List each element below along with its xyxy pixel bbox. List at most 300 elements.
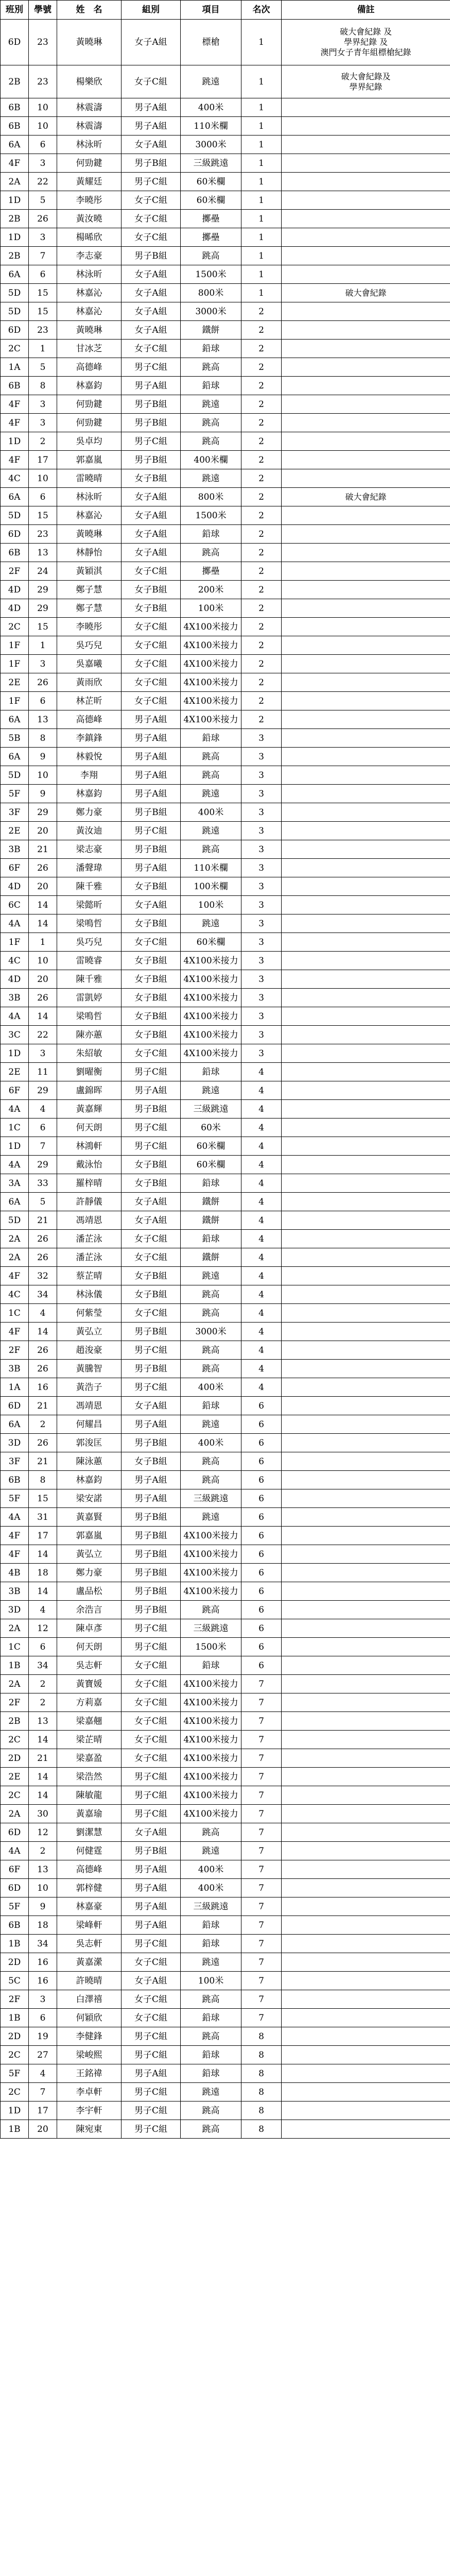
remarks-cell xyxy=(282,414,450,432)
event-cell: 4X100米接力 xyxy=(181,1007,241,1026)
name-cell: 吳巧兒 xyxy=(57,636,122,655)
event-cell: 400米 xyxy=(181,1378,241,1397)
table-row xyxy=(1,1026,450,1044)
class-cell: 3D xyxy=(1,1434,29,1452)
event-cell: 擲壘 xyxy=(181,210,241,228)
table-row xyxy=(1,1471,450,1489)
group-cell: 男子A組 xyxy=(122,748,181,766)
event-cell: 跳遠 xyxy=(181,1267,241,1285)
event-cell: 鉛球 xyxy=(181,1174,241,1193)
event-cell: 標槍 xyxy=(181,20,241,65)
remarks-cell xyxy=(282,377,450,395)
class-cell: 1D xyxy=(1,432,29,451)
table-row xyxy=(1,1211,450,1230)
name-cell: 林嘉沁 xyxy=(57,284,122,302)
remarks-cell xyxy=(282,210,450,228)
name-cell: 黃耀廷 xyxy=(57,173,122,191)
event-cell: 3000米 xyxy=(181,135,241,154)
student-no-cell: 23 xyxy=(29,321,57,340)
class-cell: 2B xyxy=(1,247,29,265)
student-no-cell: 21 xyxy=(29,840,57,859)
event-cell: 跳遠 xyxy=(181,1953,241,1972)
group-cell: 男子C組 xyxy=(122,2102,181,2120)
student-no-cell: 8 xyxy=(29,1471,57,1489)
name-cell: 何勁鍵 xyxy=(57,395,122,414)
class-cell: 3C xyxy=(1,1026,29,1044)
table-row xyxy=(1,1415,450,1434)
class-cell: 4A xyxy=(1,914,29,933)
table-row xyxy=(1,1323,450,1341)
remarks-cell xyxy=(282,1285,450,1304)
event-cell: 鉛球 xyxy=(181,1230,241,1248)
event-cell: 400米 xyxy=(181,1860,241,1879)
class-cell: 1B xyxy=(1,2009,29,2027)
rank-cell: 2 xyxy=(241,395,282,414)
class-cell: 4C xyxy=(1,952,29,970)
student-no-cell: 26 xyxy=(29,1230,57,1248)
student-no-cell: 12 xyxy=(29,1619,57,1638)
table-row xyxy=(1,340,450,358)
student-no-cell: 3 xyxy=(29,228,57,247)
remarks-cell xyxy=(282,785,450,803)
group-cell: 男子B組 xyxy=(122,1564,181,1582)
rank-cell: 6 xyxy=(241,1508,282,1527)
student-no-cell: 10 xyxy=(29,469,57,488)
student-no-cell: 26 xyxy=(29,1341,57,1360)
student-no-cell: 18 xyxy=(29,1916,57,1935)
student-no-cell: 10 xyxy=(29,117,57,135)
table-row xyxy=(1,766,450,785)
rank-cell: 8 xyxy=(241,2046,282,2064)
event-cell: 4X100米接力 xyxy=(181,1675,241,1693)
group-cell: 男子C組 xyxy=(122,2083,181,2102)
table-row xyxy=(1,562,450,581)
student-no-cell: 6 xyxy=(29,135,57,154)
table-row xyxy=(1,1638,450,1656)
class-cell: 6A xyxy=(1,1193,29,1211)
table-row xyxy=(1,1527,450,1545)
rank-cell: 3 xyxy=(241,785,282,803)
remarks-cell xyxy=(282,228,450,247)
table-row xyxy=(1,2064,450,2083)
remarks-cell xyxy=(282,1527,450,1545)
name-cell: 許曉晴 xyxy=(57,1972,122,1990)
rank-cell: 6 xyxy=(241,1582,282,1601)
class-cell: 5F xyxy=(1,785,29,803)
table-row xyxy=(1,1693,450,1712)
rank-cell: 4 xyxy=(241,1341,282,1360)
class-cell: 2D xyxy=(1,2027,29,2046)
event-cell: 3000米 xyxy=(181,302,241,321)
class-cell: 4D xyxy=(1,581,29,599)
group-cell: 女子B組 xyxy=(122,877,181,896)
student-no-cell: 3 xyxy=(29,655,57,673)
student-no-cell: 14 xyxy=(29,1545,57,1564)
name-cell: 何穎欣 xyxy=(57,2009,122,2027)
name-cell: 林靜怡 xyxy=(57,544,122,562)
group-cell: 女子C組 xyxy=(122,618,181,636)
event-cell: 200米 xyxy=(181,581,241,599)
header-rank: 名次 xyxy=(241,1,282,20)
group-cell: 男子B組 xyxy=(122,414,181,432)
class-cell: 1B xyxy=(1,1935,29,1953)
class-cell: 2C xyxy=(1,1786,29,1805)
table-row xyxy=(1,525,450,544)
student-no-cell: 26 xyxy=(29,1434,57,1452)
name-cell: 陳泳蕙 xyxy=(57,1452,122,1471)
group-cell: 男子A組 xyxy=(122,1916,181,1935)
class-cell: 4F xyxy=(1,395,29,414)
group-cell: 女子B組 xyxy=(122,970,181,989)
event-cell: 跳遠 xyxy=(181,2083,241,2102)
event-cell: 4X100米接力 xyxy=(181,1749,241,1768)
student-no-cell: 15 xyxy=(29,1489,57,1508)
name-cell: 甘冰芝 xyxy=(57,340,122,358)
name-cell: 林嘉鈞 xyxy=(57,1471,122,1489)
table-row xyxy=(1,896,450,914)
group-cell: 女子B組 xyxy=(122,469,181,488)
rank-cell: 4 xyxy=(241,1137,282,1156)
name-cell: 鄭力豪 xyxy=(57,803,122,822)
remarks-cell xyxy=(282,877,450,896)
group-cell: 女子A組 xyxy=(122,1972,181,1990)
name-cell: 陳亦蕙 xyxy=(57,1026,122,1044)
student-no-cell: 20 xyxy=(29,877,57,896)
class-cell: 1A xyxy=(1,358,29,377)
remarks-cell xyxy=(282,1174,450,1193)
remarks-cell xyxy=(282,1749,450,1768)
header-event: 項目 xyxy=(181,1,241,20)
event-cell: 60米欄 xyxy=(181,1137,241,1156)
student-no-cell: 6 xyxy=(29,265,57,284)
rank-cell: 2 xyxy=(241,562,282,581)
table-row xyxy=(1,321,450,340)
rank-cell: 1 xyxy=(241,20,282,65)
event-cell: 4X100米接力 xyxy=(181,1545,241,1564)
group-cell: 女子B組 xyxy=(122,1156,181,1174)
group-cell: 女子A組 xyxy=(122,1193,181,1211)
student-no-cell: 20 xyxy=(29,970,57,989)
rank-cell: 1 xyxy=(241,210,282,228)
name-cell: 黃嘉輝 xyxy=(57,1100,122,1118)
group-cell: 女子C組 xyxy=(122,2009,181,2027)
class-cell: 3B xyxy=(1,840,29,859)
group-cell: 男子B組 xyxy=(122,803,181,822)
student-no-cell: 29 xyxy=(29,599,57,618)
student-no-cell: 22 xyxy=(29,1026,57,1044)
student-no-cell: 21 xyxy=(29,1397,57,1415)
group-cell: 女子C組 xyxy=(122,210,181,228)
student-no-cell: 7 xyxy=(29,1137,57,1156)
group-cell: 女子A組 xyxy=(122,506,181,525)
class-cell: 6A xyxy=(1,748,29,766)
group-cell: 女子C組 xyxy=(122,1693,181,1712)
class-cell: 1D xyxy=(1,191,29,210)
rank-cell: 2 xyxy=(241,581,282,599)
class-cell: 5F xyxy=(1,1897,29,1916)
class-cell: 2B xyxy=(1,1712,29,1731)
rank-cell: 7 xyxy=(241,1972,282,1990)
group-cell: 男子A組 xyxy=(122,1879,181,1897)
class-cell: 4F xyxy=(1,1323,29,1341)
group-cell: 女子C組 xyxy=(122,1230,181,1248)
remarks-cell xyxy=(282,1211,450,1230)
remarks-cell xyxy=(282,1508,450,1527)
table-row xyxy=(1,636,450,655)
event-cell: 鉛球 xyxy=(181,1916,241,1935)
name-cell: 梁志豪 xyxy=(57,840,122,859)
rank-cell: 7 xyxy=(241,1935,282,1953)
remarks-cell xyxy=(282,933,450,952)
group-cell: 女子A組 xyxy=(122,265,181,284)
remarks-cell xyxy=(282,1118,450,1137)
name-cell: 郭浚匡 xyxy=(57,1434,122,1452)
name-cell: 黃汝迪 xyxy=(57,822,122,840)
class-cell: 1B xyxy=(1,2120,29,2139)
student-no-cell: 26 xyxy=(29,673,57,692)
event-cell: 跳遠 xyxy=(181,469,241,488)
name-cell: 盧品松 xyxy=(57,1582,122,1601)
class-cell: 2C xyxy=(1,1731,29,1749)
remarks-cell xyxy=(282,803,450,822)
table-row xyxy=(1,1174,450,1193)
table-row xyxy=(1,1248,450,1267)
rank-cell: 6 xyxy=(241,1434,282,1452)
remarks-cell: 破大會紀錄 xyxy=(282,284,450,302)
student-no-cell: 4 xyxy=(29,2064,57,2083)
event-cell: 鐵餅 xyxy=(181,321,241,340)
student-no-cell: 11 xyxy=(29,1063,57,1081)
student-no-cell: 2 xyxy=(29,1675,57,1693)
event-cell: 擲壘 xyxy=(181,562,241,581)
rank-cell: 4 xyxy=(241,1285,282,1304)
group-cell: 男子B組 xyxy=(122,1323,181,1341)
student-no-cell: 20 xyxy=(29,822,57,840)
table-row xyxy=(1,1935,450,1953)
group-cell: 女子B組 xyxy=(122,581,181,599)
class-cell: 5D xyxy=(1,766,29,785)
class-cell: 2E xyxy=(1,673,29,692)
student-no-cell: 9 xyxy=(29,748,57,766)
class-cell: 2C xyxy=(1,618,29,636)
student-no-cell: 20 xyxy=(29,2120,57,2139)
student-no-cell: 18 xyxy=(29,1564,57,1582)
table-row xyxy=(1,1100,450,1118)
rank-cell: 1 xyxy=(241,98,282,117)
remarks-cell xyxy=(282,655,450,673)
table-row xyxy=(1,1137,450,1156)
remarks-cell xyxy=(282,2009,450,2027)
class-cell: 4B xyxy=(1,1564,29,1582)
event-cell: 三級跳遠 xyxy=(181,154,241,173)
event-cell: 跳遠 xyxy=(181,822,241,840)
group-cell: 女子B組 xyxy=(122,1285,181,1304)
rank-cell: 8 xyxy=(241,2064,282,2083)
remarks-cell xyxy=(282,599,450,618)
student-no-cell: 2 xyxy=(29,1842,57,1860)
table-row xyxy=(1,1230,450,1248)
group-cell: 女子A組 xyxy=(122,525,181,544)
group-cell: 男子A組 xyxy=(122,117,181,135)
name-cell: 戴泳怡 xyxy=(57,1156,122,1174)
table-row xyxy=(1,1897,450,1916)
name-cell: 黃弘立 xyxy=(57,1323,122,1341)
group-cell: 女子A組 xyxy=(122,1823,181,1842)
table-row xyxy=(1,803,450,822)
event-cell: 跳高 xyxy=(181,414,241,432)
student-no-cell: 8 xyxy=(29,377,57,395)
group-cell: 女子A組 xyxy=(122,321,181,340)
rank-cell: 1 xyxy=(241,247,282,265)
group-cell: 男子B組 xyxy=(122,451,181,469)
class-cell: 6F xyxy=(1,859,29,877)
rank-cell: 1 xyxy=(241,284,282,302)
remarks-cell xyxy=(282,321,450,340)
class-cell: 5C xyxy=(1,1972,29,1990)
group-cell: 男子C組 xyxy=(122,1786,181,1805)
event-cell: 4X100米接力 xyxy=(181,1805,241,1823)
group-cell: 男子B組 xyxy=(122,1842,181,1860)
remarks-cell xyxy=(282,562,450,581)
table-row xyxy=(1,173,450,191)
table-row xyxy=(1,599,450,618)
event-cell: 鉛球 xyxy=(181,1935,241,1953)
table-row xyxy=(1,1768,450,1786)
remarks-cell xyxy=(282,1823,450,1842)
name-cell: 林泳昕 xyxy=(57,135,122,154)
remarks-cell xyxy=(282,1731,450,1749)
student-no-cell: 29 xyxy=(29,1081,57,1100)
rank-cell: 1 xyxy=(241,154,282,173)
remarks-cell xyxy=(282,247,450,265)
event-cell: 跳高 xyxy=(181,1601,241,1619)
name-cell: 楊樂欣 xyxy=(57,65,122,98)
name-cell: 林震濤 xyxy=(57,98,122,117)
student-no-cell: 26 xyxy=(29,859,57,877)
table-row xyxy=(1,1508,450,1527)
class-cell: 6F xyxy=(1,1860,29,1879)
remarks-cell xyxy=(282,1100,450,1118)
student-no-cell: 4 xyxy=(29,1100,57,1118)
student-no-cell: 17 xyxy=(29,451,57,469)
student-no-cell: 9 xyxy=(29,1897,57,1916)
event-cell: 三級跳遠 xyxy=(181,1619,241,1638)
rank-cell: 2 xyxy=(241,302,282,321)
table-row xyxy=(1,228,450,247)
group-cell: 女子C組 xyxy=(122,655,181,673)
student-no-cell: 13 xyxy=(29,1712,57,1731)
class-cell: 6F xyxy=(1,1081,29,1100)
group-cell: 女子B組 xyxy=(122,1267,181,1285)
student-no-cell: 23 xyxy=(29,20,57,65)
rank-cell: 7 xyxy=(241,1731,282,1749)
rank-cell: 7 xyxy=(241,1842,282,1860)
class-cell: 2A xyxy=(1,1619,29,1638)
class-cell: 1B xyxy=(1,1656,29,1675)
rank-cell: 6 xyxy=(241,1601,282,1619)
name-cell: 鄭力豪 xyxy=(57,1564,122,1582)
rank-cell: 2 xyxy=(241,506,282,525)
name-cell: 黃嘉賢 xyxy=(57,1508,122,1527)
group-cell: 女子A組 xyxy=(122,302,181,321)
group-cell: 男子A組 xyxy=(122,1489,181,1508)
remarks-cell xyxy=(282,989,450,1007)
name-cell: 李卓軒 xyxy=(57,2083,122,2102)
group-cell: 女子C組 xyxy=(122,340,181,358)
student-no-cell: 30 xyxy=(29,1805,57,1823)
table-row xyxy=(1,1304,450,1323)
table-row xyxy=(1,989,450,1007)
name-cell: 李翔 xyxy=(57,766,122,785)
class-cell: 6A xyxy=(1,265,29,284)
table-body xyxy=(1,20,450,2139)
remarks-cell xyxy=(282,766,450,785)
table-row xyxy=(1,1378,450,1397)
remarks-cell xyxy=(282,395,450,414)
event-cell: 跳遠 xyxy=(181,1842,241,1860)
class-cell: 1D xyxy=(1,1137,29,1156)
table-row xyxy=(1,1601,450,1619)
table-row xyxy=(1,933,450,952)
name-cell: 劉潔慧 xyxy=(57,1823,122,1842)
rank-cell: 1 xyxy=(241,65,282,98)
student-no-cell: 3 xyxy=(29,414,57,432)
event-cell: 跳高 xyxy=(181,1285,241,1304)
class-cell: 6D xyxy=(1,525,29,544)
rank-cell: 3 xyxy=(241,1026,282,1044)
group-cell: 女子B組 xyxy=(122,914,181,933)
event-cell: 4X100米接力 xyxy=(181,970,241,989)
remarks-cell xyxy=(282,1545,450,1564)
class-cell: 2C xyxy=(1,2046,29,2064)
student-no-cell: 5 xyxy=(29,1193,57,1211)
name-cell: 林毅悅 xyxy=(57,748,122,766)
remarks-cell xyxy=(282,506,450,525)
group-cell: 男子A組 xyxy=(122,859,181,877)
group-cell: 女子B組 xyxy=(122,1007,181,1026)
remarks-cell xyxy=(282,191,450,210)
group-cell: 男子C組 xyxy=(122,1378,181,1397)
remarks-cell xyxy=(282,1267,450,1285)
class-cell: 4F xyxy=(1,1527,29,1545)
student-no-cell: 3 xyxy=(29,154,57,173)
student-no-cell: 16 xyxy=(29,1953,57,1972)
rank-cell: 7 xyxy=(241,1990,282,2009)
class-cell: 6D xyxy=(1,20,29,65)
name-cell: 李曉彤 xyxy=(57,191,122,210)
table-row xyxy=(1,1285,450,1304)
rank-cell: 7 xyxy=(241,1897,282,1916)
rank-cell: 3 xyxy=(241,1044,282,1063)
name-cell: 許靜儀 xyxy=(57,1193,122,1211)
table-row xyxy=(1,395,450,414)
event-cell: 跳高 xyxy=(181,358,241,377)
name-cell: 馮靖恩 xyxy=(57,1211,122,1230)
remarks-cell xyxy=(282,98,450,117)
rank-cell: 2 xyxy=(241,636,282,655)
event-cell: 4X100米接力 xyxy=(181,1693,241,1712)
event-cell: 4X100米接力 xyxy=(181,1527,241,1545)
remarks-cell xyxy=(282,1415,450,1434)
table-row xyxy=(1,1156,450,1174)
name-cell: 林芷昕 xyxy=(57,692,122,710)
table-row xyxy=(1,1434,450,1452)
group-cell: 女子B組 xyxy=(122,1452,181,1471)
group-cell: 男子A組 xyxy=(122,766,181,785)
group-cell: 男子A組 xyxy=(122,377,181,395)
class-cell: 4A xyxy=(1,1007,29,1026)
event-cell: 60米欄 xyxy=(181,933,241,952)
